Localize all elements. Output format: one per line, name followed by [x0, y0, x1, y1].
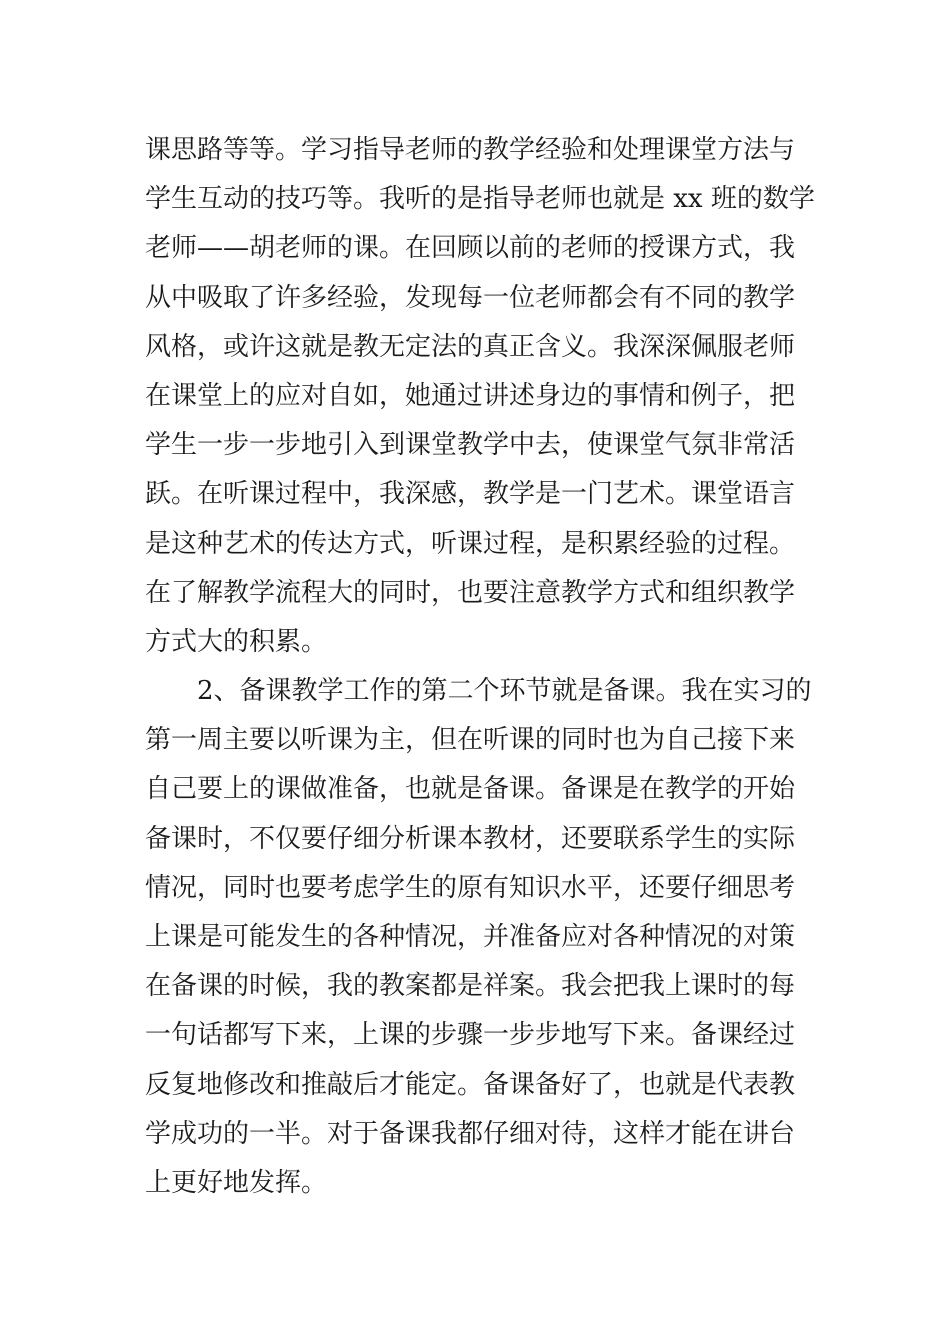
text-line-8: 跃。在听课过程中，我深感，教学是一门艺术。课堂语言	[145, 479, 796, 510]
text-line-12: 2、备课教学工作的第二个环节就是备课。我在实习的	[197, 676, 812, 707]
text-line-9: 是这种艺术的传达方式，听课过程，是积累经验的过程。	[145, 528, 796, 559]
text-line-18: 在备课的时候，我的教案都是祥案。我会把我上课时的每	[145, 971, 796, 1002]
text-line-5: 风格，或许这就是教无定法的真正含义。我深深佩服老师	[145, 331, 796, 362]
text-line-22: 上更好地发挥。	[145, 1167, 328, 1198]
text-line-17: 上课是可能发生的各种情况，并准备应对各种情况的对策	[145, 922, 796, 952]
text-line-1: 课思路等等。学习指导老师的教学经验和处理课堂方法与	[145, 135, 796, 165]
text-line-14: 自己要上的课做准备，也就是备课。备课是在教学的开始	[145, 774, 796, 805]
text-line-2: 学生互动的技巧等。我听的是指导老师也就是 xx 班的数学	[145, 184, 815, 215]
text-line-3: 老师——胡老师的课。在回顾以前的老师的授课方式，我	[145, 233, 796, 264]
text-line-6: 在课堂上的应对自如，她通过讲述身边的事情和例子，把	[145, 380, 796, 411]
text-line-21: 学成功的一半。对于备课我都仔细对待，这样才能在讲台	[145, 1118, 796, 1149]
text-line-7: 学生一步一步地引入到课堂教学中去，使课堂气氛非常活	[145, 430, 796, 461]
text-line-13: 第一周主要以听课为主，但在听课的同时也为自己接下来	[145, 725, 796, 756]
text-line-19: 一句话都写下来，上课的步骤一步步地写下来。备课经过	[145, 1020, 796, 1051]
body-text	[145, 126, 815, 1208]
text-line-11: 方式大的积累。	[145, 626, 328, 657]
text-line-15: 备课时，不仅要仔细分析课本教材，还要联系学生的实际	[145, 823, 796, 854]
text-line-20: 反复地修改和推敲后才能定。备课备好了，也就是代表教	[145, 1069, 796, 1100]
text-line-10: 在了解教学流程大的同时，也要注意教学方式和组织教学	[145, 577, 796, 608]
text-line-4: 从中吸取了许多经验，发现每一位老师都会有不同的教学	[145, 282, 796, 313]
text-line-16: 情况，同时也要考虑学生的原有知识水平，还要仔细思考	[145, 872, 796, 903]
